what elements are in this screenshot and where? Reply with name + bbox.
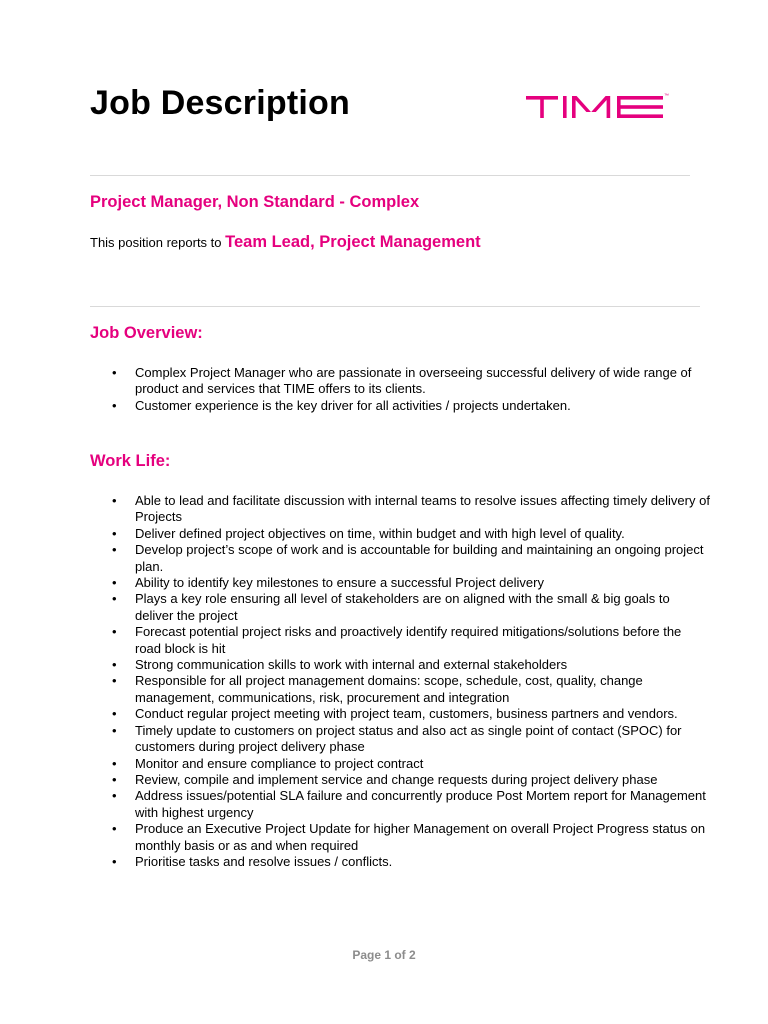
list-item: • Plays a key role ensuring all level of stakeholders are on aligned with the small & big goals to deliver the project xyxy=(90,591,710,624)
list-item: • Produce an Executive Project Update for higher Management on overall Project Progress status on monthly basis or as and when required xyxy=(90,821,710,854)
list-item: • Timely update to customers on project status and also act as single point of contact (SPOC) for customers during project delivery phase xyxy=(90,723,710,756)
divider-top xyxy=(90,175,690,176)
list-item: • Complex Project Manager who are passionate in overseeing successful delivery of wide range of product and services that TIME offers to its clients. xyxy=(90,365,710,398)
list-item: • Forecast potential project risks and proactively identify required mitigations/solutions before the road block is hit xyxy=(90,624,710,657)
job-overview-list xyxy=(90,365,710,414)
svg-text:™: ™ xyxy=(664,93,669,99)
work-life-list xyxy=(90,493,710,870)
list-item: • Able to lead and facilitate discussion with internal teams to resolve issues affecting timely delivery of Projects xyxy=(90,493,710,526)
reports-to-prefix: This position reports to xyxy=(90,235,222,250)
divider-middle xyxy=(90,306,700,307)
work-life-heading: Work Life: xyxy=(90,452,171,470)
time-logo xyxy=(524,90,670,122)
job-overview-heading: Job Overview: xyxy=(90,324,203,342)
list-item: • Ability to identify key milestones to ensure a successful Project delivery xyxy=(90,575,710,591)
reports-to-value: Team Lead, Project Management xyxy=(225,233,481,251)
document-title: Job Description xyxy=(90,84,350,122)
reports-to-line xyxy=(90,233,481,252)
list-item: • Responsible for all project management domains: scope, schedule, cost, quality, change management, communications, risk, procurement and integration xyxy=(90,673,710,706)
page-number: Page 1 of 2 xyxy=(352,948,416,962)
list-item: • Prioritise tasks and resolve issues / conflicts. xyxy=(90,854,710,870)
list-item: • Address issues/potential SLA failure and concurrently produce Post Mortem report for Management with highest urgency xyxy=(90,788,710,821)
list-item: • Monitor and ensure compliance to project contract xyxy=(90,756,710,772)
list-item: • Customer experience is the key driver for all activities / projects undertaken. xyxy=(90,398,710,414)
list-item: • Deliver defined project objectives on time, within budget and with high level of quality. xyxy=(90,526,710,542)
position-title: Project Manager, Non Standard - Complex xyxy=(90,193,420,211)
list-item: • Develop project’s scope of work and is accountable for building and maintaining an ongoing project plan. xyxy=(90,542,710,575)
list-item: • Strong communication skills to work with internal and external stakeholders xyxy=(90,657,710,673)
list-item: • Review, compile and implement service and change requests during project delivery phase xyxy=(90,772,710,788)
list-item: • Conduct regular project meeting with project team, customers, business partners and vendors. xyxy=(90,706,710,722)
